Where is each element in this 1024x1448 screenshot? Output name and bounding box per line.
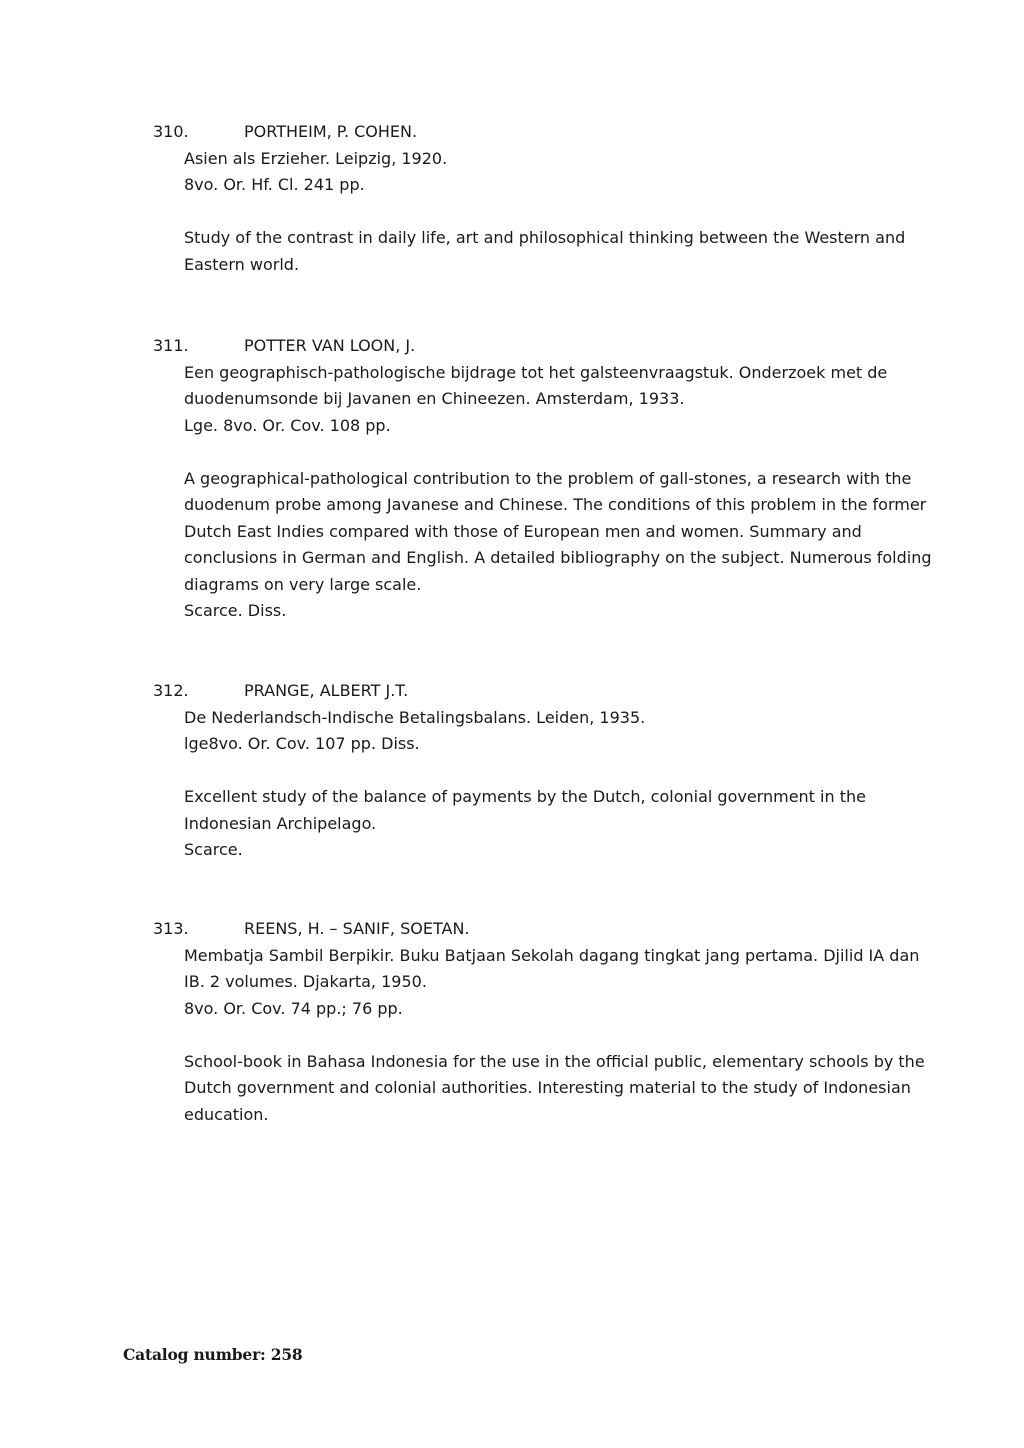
entry-description-line: education. [184, 1104, 269, 1124]
entry-format: 8vo. Or. Cov. 74 pp.; 76 pp. [184, 998, 403, 1018]
entry-heading [153, 119, 913, 146]
entry-description-line: duodenum probe among Javanese and Chinese. The conditions of this problem in the former [184, 495, 927, 514]
entry-heading [153, 333, 913, 360]
paragraph-gap [184, 1022, 906, 1049]
entry-number: 312. [153, 681, 189, 700]
entry-body [184, 360, 932, 625]
entry-description-line: Scarce. [184, 840, 243, 859]
catalog-number-footer: Catalog number: 258 [123, 1345, 303, 1364]
paragraph-gap [184, 439, 906, 466]
entry-body [184, 705, 906, 864]
entry-author: PORTHEIM, P. COHEN. [244, 122, 418, 141]
entry-description-line: School-book in Bahasa Indonesia for the use in the official public, elementary schools by the [184, 1051, 925, 1071]
catalog-entry-310 [153, 119, 913, 278]
entry-format: Lge. 8vo. Or. Cov. 108 pp. [184, 415, 391, 435]
entry-description-line: Dutch East Indies compared with those of European men and women. Summary and [184, 521, 862, 541]
entry-description-line: Dutch government and colonial authorities. Interesting material to the study of Indonesian [184, 1078, 911, 1097]
entry-author: PRANGE, ALBERT J.T. [244, 681, 409, 700]
entry-description-line: A geographical-pathological contribution to the problem of gall-stones, a research with the [184, 468, 912, 488]
entry-title-line: IB. 2 volumes. Djakarta, 1950. [184, 972, 427, 991]
entry-description-line: conclusions in German and English. A detailed bibliography on the subject. Numerous folding [184, 548, 932, 567]
entry-description-line: Eastern world. [184, 254, 300, 274]
entry-body [184, 146, 906, 279]
entry-heading [153, 678, 913, 705]
entry-format: 8vo. Or. Hf. Cl. 241 pp. [184, 175, 365, 194]
entry-title-line: Een geographisch-pathologische bijdrage tot het galsteenvraagstuk. Onderzoek met de [184, 362, 888, 382]
catalog-entry-312 [153, 678, 913, 864]
catalog-entry-311 [153, 333, 932, 625]
entry-description-line: diagrams on very large scale. [184, 574, 422, 594]
entry-format: lge8vo. Or. Cov. 107 pp. Diss. [184, 734, 420, 753]
entry-title-line: De Nederlandsch-Indische Betalingsbalans. Leiden, 1935. [184, 707, 646, 727]
entry-title-line: Membatja Sambil Berpikir. Buku Batjaan Sekolah dagang tingkat jang pertama. Djilid IA dan [184, 945, 920, 965]
entry-title-line: duodenumsonde bij Javanen en Chineezen. Amsterdam, 1933. [184, 389, 685, 408]
entry-title-line: Asien als Erzieher. Leipzig, 1920. [184, 148, 448, 168]
entry-number: 311. [153, 336, 189, 355]
paragraph-gap [184, 199, 906, 226]
entry-number: 310. [153, 122, 189, 141]
paragraph-gap [184, 758, 906, 785]
entry-heading [153, 916, 913, 943]
entry-number: 313. [153, 919, 189, 938]
entry-description-line: Scarce. Diss. [184, 601, 287, 620]
entry-description-line: Study of the contrast in daily life, art and philosophical thinking between the Western and [184, 228, 906, 247]
entry-author: POTTER VAN LOON, J. [244, 336, 416, 355]
entry-author: REENS, H. – SANIF, SOETAN. [244, 919, 470, 938]
entry-body [184, 943, 925, 1129]
catalog-entry-313 [153, 916, 925, 1128]
entry-description-line: Indonesian Archipelago. [184, 813, 377, 833]
entry-description-line: Excellent study of the balance of payments by the Dutch, colonial government in the [184, 787, 866, 806]
